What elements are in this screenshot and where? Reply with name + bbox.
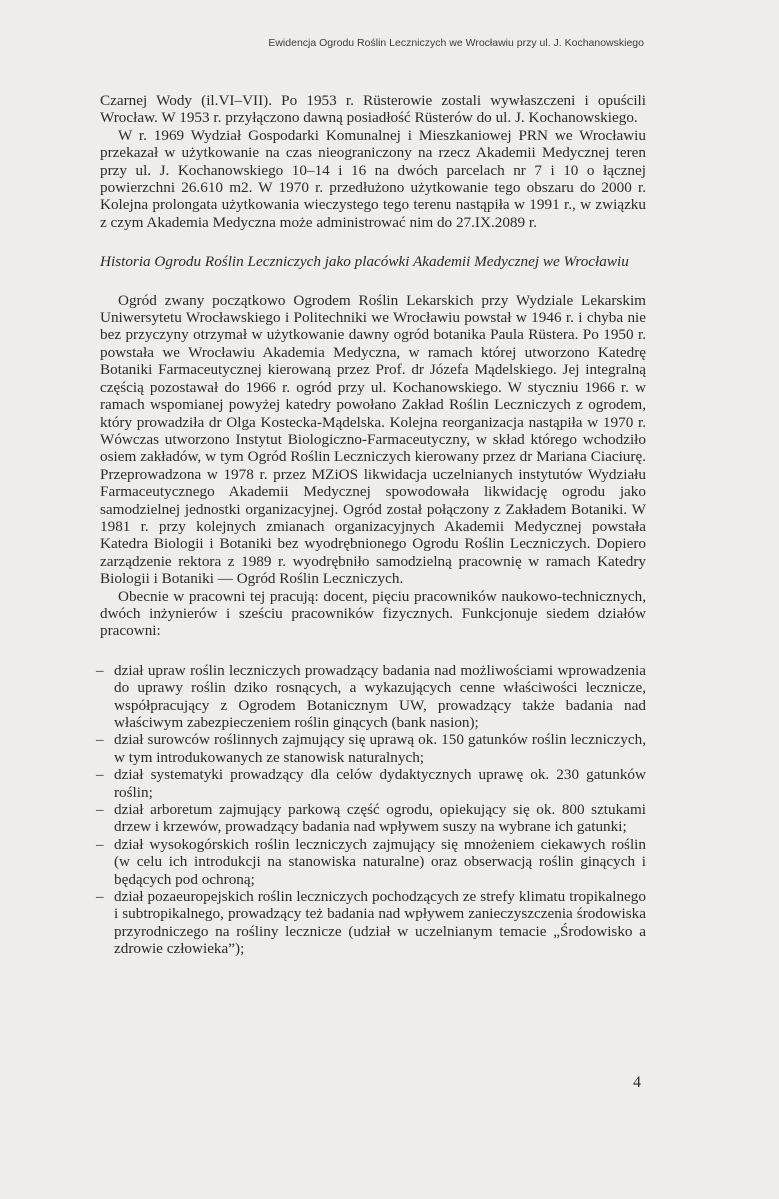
paragraph: Czarnej Wody (il.VI–VII). Po 1953 r. Rüsterowie zostali wywłaszczeni i opuścili Wrocław. W 1953 r. przyłączono dawną posiadłość Rüsterów do ul. J. Kochanowskiego. [100, 92, 646, 127]
department-list [96, 661, 646, 958]
bullet-dash: – [96, 766, 104, 784]
running-header: Ewidencja Ogrodu Roślin Leczniczych we Wrocławiu przy ul. J. Kochanowskiego [268, 37, 644, 49]
page-number: 4 [633, 1074, 641, 1091]
paragraph: Ogród zwany początkowo Ogrodem Roślin Lekarskich przy Wydziale Lekarskim Uniwersytetu Wrocławskiego i Politechniki we Wrocławiu powstał w 1946 r. i chyba nie bez przyczyny otrzymał w użytkowanie dawny ogród botanika Paula Rüstera. Po 1950 r. powstała we Wrocławiu Akademia Medyczna, w ramach której utworzono Katedrę Botaniki Farmaceutycznej kierowaną przez Prof. dr Józefa Mądelskiego. Jej integralną częścią pozostawał do 1966 r. ogród przy ul. Kochanowskiego. W styczniu 1966 r. w ramach wspomianej powyżej katedry powołano Zakład Roślin Leczniczych z ogrodem, który prowadziła dr Olga Kostecka-Mądelska. Kolejna reorganizacja nastąpiła w 1970 r. Wówczas utworzono Instytut Biologiczno-Farmaceutyczny, w skład którego wchodziło osiem zakładów, w tym Ogród Roślin Leczniczych kierowany przez dr Mariana Ciaciurę. Przeprowadzona w 1978 r. przez MZiOS likwidacja uczelnianych instytutów Wydziału Farmaceutycznego Akademii Medycznej spowodowała likwidację ogrodu jako samodzielnej jednostki organizacyjnej. Ogród został połączony z Zakładem Botaniki. W 1981 r. przy kolejnych zmianach organizacyjnych Akademii Medycznej powstała Katedra Biologii i Botaniki bez wyodrębnionego Ogrodu Roślin Leczniczych. Dopiero zarządzenie rektora z 1989 r. wyodrębniło samodzielną pracownię w ramach Katedry Biologii i Botaniki — Ogród Roślin Leczniczych. [100, 291, 646, 588]
list-item-text: dział wysokogórskich roślin leczniczych zajmujący się mnożeniem ciekawych roślin (w celu ich introdukcji na stanowiska naturalne) oraz obserwacją roślin ginących i będących pod ochroną; [114, 835, 646, 888]
page-content [96, 92, 646, 958]
list-item-text: dział pozaeuropejskich roślin leczniczych pochodzących ze strefy klimatu tropikalnego i subtropikalnego, prowadzący też badania nad wpływem zanieczyszczenia środowiska przyrodniczego na rośliny lecznicze (udział w uczelnianym temacie „Środowisko a zdrowie człowieka”); [114, 888, 646, 958]
bullet-dash: – [96, 661, 104, 679]
paragraph: Obecnie w pracowni tej pracują: docent, pięciu pracowników naukowo-technicznych, dwóch inżynierów i sześciu pracowników fizycznych. Funkcjonuje siedem działów pracowni: [100, 587, 646, 640]
bullet-dash: – [96, 731, 104, 749]
list-item [96, 766, 646, 801]
list-item [96, 835, 646, 888]
list-item-text: dział surowców roślinnych zajmujący się uprawą ok. 150 gatunków roślin leczniczych, w tym introdukowanych ze stanowisk naturalnych; [114, 731, 646, 766]
list-item [96, 888, 646, 958]
list-item [96, 661, 646, 732]
list-item-text: dział systematyki prowadzący dla celów dydaktycznych uprawę ok. 230 gatunków roślin; [114, 766, 646, 801]
bullet-dash: – [96, 835, 104, 853]
section-heading: Historia Ogrodu Roślin Leczniczych jako placówki Akademii Medycznej we Wrocławiu [100, 253, 629, 271]
list-item-text: dział arboretum zajmujący parkową część ogrodu, opiekujący się ok. 800 sztukami drzew i krzewów, prowadzący badania nad wpływem suszy na wybrane ich gatunki; [114, 801, 646, 836]
bullet-dash: – [96, 888, 104, 906]
list-item [96, 801, 646, 836]
list-item-text: dział upraw roślin leczniczych prowadzący badania nad możliwościami wprowadzenia do uprawy roślin dziko rosnących, a wykazujących cenne właściwości lecznicze, współpracujący z Ogrodem Botanicznym UW, prowadzący także badania nad właściwym zabezpieczeniem roślin ginących (bank nasion); [114, 661, 646, 731]
paragraph: W r. 1969 Wydział Gospodarki Komunalnej i Mieszkaniowej PRN we Wrocławiu przekazał w użytkowanie na czas nieograniczony na rzecz Akademii Medycznej teren przy ul. J. Kochanowskiego 10–14 i 16 na dwóch parcelach nr 7 i 10 o łącznej powierzchni 26.610 m2. W 1970 r. przedłużono użytkowanie tego obszaru do 2000 r. Kolejna prolongata użytkowania wieczystego tego terenu nastąpiła w 1991 r., w związku z czym Akademia Medyczna może administrować nim do 27.IX.2089 r. [100, 126, 646, 231]
list-item [96, 731, 646, 766]
bullet-dash: – [96, 801, 104, 819]
spacer [100, 640, 646, 662]
